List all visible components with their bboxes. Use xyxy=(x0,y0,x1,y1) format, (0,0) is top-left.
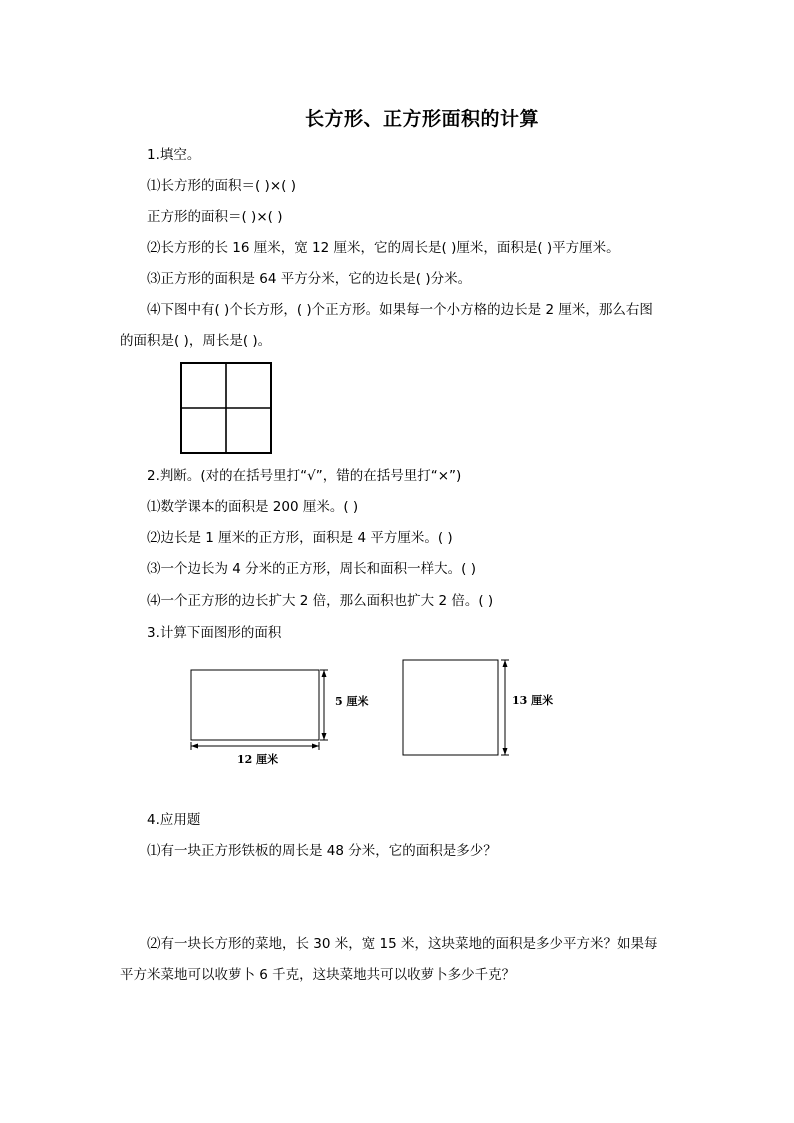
width-arrow-bottom xyxy=(322,733,327,740)
q2-sub3: ⑶一个边长为 4 分米的正方形，周长和面积一样大。( ) xyxy=(147,561,476,577)
square-figure xyxy=(398,655,568,761)
square-side-label: 13 厘米 xyxy=(512,694,554,707)
q3-heading: 3.计算下面图形的面积 xyxy=(147,625,282,641)
rectangle-figure xyxy=(185,664,385,774)
q1-sub3: ⑶正方形的面积是 64 平方分米，它的边长是( )分米。 xyxy=(147,271,472,287)
q1-heading: 1.填空。 xyxy=(147,147,201,163)
side-arrow-top xyxy=(503,660,508,667)
length-arrow-right xyxy=(312,744,319,749)
q1-sub1-square-formula: 正方形的面积＝( )×( ) xyxy=(147,209,283,225)
q2-sub4: ⑷一个正方形的边长扩大 2 倍，那么面积也扩大 2 倍。( ) xyxy=(147,593,494,609)
length-arrow-left xyxy=(191,744,198,749)
page-title: 长方形、正方形面积的计算 xyxy=(304,108,539,130)
q2-sub1: ⑴数学课本的面积是 200 厘米。( ) xyxy=(147,499,359,515)
rect-width-label: 5 厘米 xyxy=(335,695,369,708)
q4-sub2-line2: 平方米菜地可以收萝卜 6 千克，这块菜地共可以收萝卜多少千克？ xyxy=(120,967,516,983)
q4-sub2-line1: ⑵有一块长方形的菜地，长 30 米，宽 15 米，这块菜地的面积是多少平方米？如果每 xyxy=(147,936,658,952)
square-shape xyxy=(403,660,498,755)
q2-heading: 2.判断。(对的在括号里打“√”，错的在括号里打“×”) xyxy=(147,468,462,484)
q1-sub2: ⑵长方形的长 16 厘米，宽 12 厘米，它的周长是( )厘米，面积是( )平方厘米。 xyxy=(147,240,620,256)
q2-sub2: ⑵边长是 1 厘米的正方形，面积是 4 平方厘米。( ) xyxy=(147,530,453,546)
rectangle-shape xyxy=(191,670,319,740)
rect-length-label: 12 厘米 xyxy=(237,753,279,766)
q1-sub4-line1: ⑷下图中有( )个长方形，( )个正方形。如果每一个小方格的边长是 2 厘米，那么右图 xyxy=(147,302,653,318)
width-arrow-top xyxy=(322,670,327,677)
q4-sub1: ⑴有一块正方形铁板的周长是 48 分米，它的面积是多少？ xyxy=(147,843,497,859)
q1-sub4-line2: 的面积是( )，周长是( )。 xyxy=(120,333,272,349)
q4-heading: 4.应用题 xyxy=(147,812,201,828)
q1-sub1-rect-formula: ⑴长方形的面积＝( )×( ) xyxy=(147,178,296,194)
side-arrow-bottom xyxy=(503,748,508,755)
grid-figure xyxy=(180,362,272,454)
